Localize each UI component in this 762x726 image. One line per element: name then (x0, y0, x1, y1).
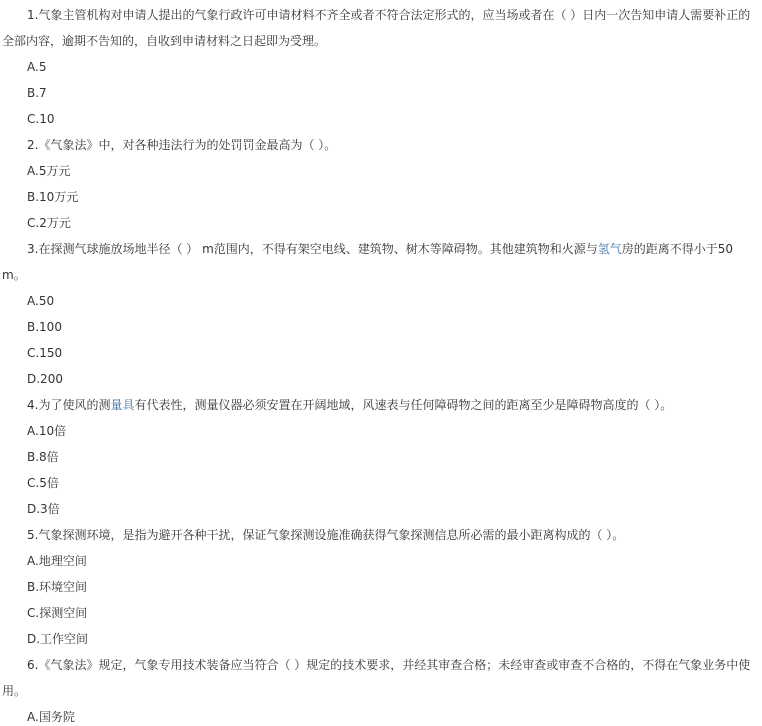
question-1-option-a: A.5 (27, 60, 47, 74)
question-5-option-d: D.工作空间 (27, 632, 89, 646)
question-2-option-b: B.10万元 (27, 190, 79, 204)
question-3-stem-continued: m。 (2, 268, 26, 282)
question-4-stem-part-b: 有代表性，测量仪器必须安置在开阔地域，风速表与任何障碍物之间的距离至少是障碍物高度的（ ）。 (134, 398, 673, 412)
question-2-stem: 2.《气象法》中，对各种违法行为的处罚罚金最高为（ ）。 (27, 138, 337, 152)
hydrogen-link[interactable]: 氢气 (597, 242, 622, 256)
question-3-stem-part-a: 3.在探测气球施放场地半径（ ） m范围内，不得有架空电线、建筑物、树木等障碍物。其他建筑物和火源与 (27, 242, 598, 256)
question-6-stem-continued: 用。 (2, 684, 27, 698)
question-4-option-c: C.5倍 (27, 476, 59, 490)
question-5-option-c: C.探测空间 (27, 606, 88, 620)
question-3-option-b: B.100 (27, 320, 62, 334)
question-4-stem-part-a: 4.为了使风的测 (27, 398, 111, 412)
question-4-stem (27, 396, 672, 414)
question-3-option-a: A.50 (27, 294, 55, 308)
question-5-stem: 5.气象探测环境，是指为避开各种干扰，保证气象探测设施准确获得气象探测信息所必需的最小距离构成的（ ）。 (27, 528, 625, 542)
question-6-option-a: A.国务院 (27, 710, 75, 724)
question-6-stem: 6.《气象法》规定，气象专用技术装备应当符合（ ）规定的技术要求，并经其审查合格；未经审查或审查不合格的，不得在气象业务中使 (27, 658, 751, 672)
question-1-stem: 1.气象主管机构对申请人提出的气象行政许可申请材料不齐全或者不符合法定形式的，应当场或者在（ ）日内一次告知申请人需要补正的 (27, 8, 751, 22)
question-3-stem-part-b: 房的距离不得小于50 (621, 242, 734, 256)
question-5-option-a: A.地理空间 (27, 554, 87, 568)
question-2-option-c: C.2万元 (27, 216, 71, 230)
question-3-stem (27, 240, 733, 258)
question-5-option-b: B.环境空间 (27, 580, 88, 594)
measuring-tool-link[interactable]: 量具 (110, 398, 135, 412)
question-1-option-c: C.10 (27, 112, 55, 126)
question-1-option-b: B.7 (27, 86, 47, 100)
question-4-option-a: A.10倍 (27, 424, 67, 438)
question-4-option-d: D.3倍 (27, 502, 60, 516)
question-3-option-d: D.200 (27, 372, 63, 386)
question-2-option-a: A.5万元 (27, 164, 71, 178)
question-4-option-b: B.8倍 (27, 450, 59, 464)
question-3-option-c: C.150 (27, 346, 63, 360)
question-1-stem-continued: 全部内容，逾期不告知的，自收到申请材料之日起即为受理。 (2, 34, 327, 48)
